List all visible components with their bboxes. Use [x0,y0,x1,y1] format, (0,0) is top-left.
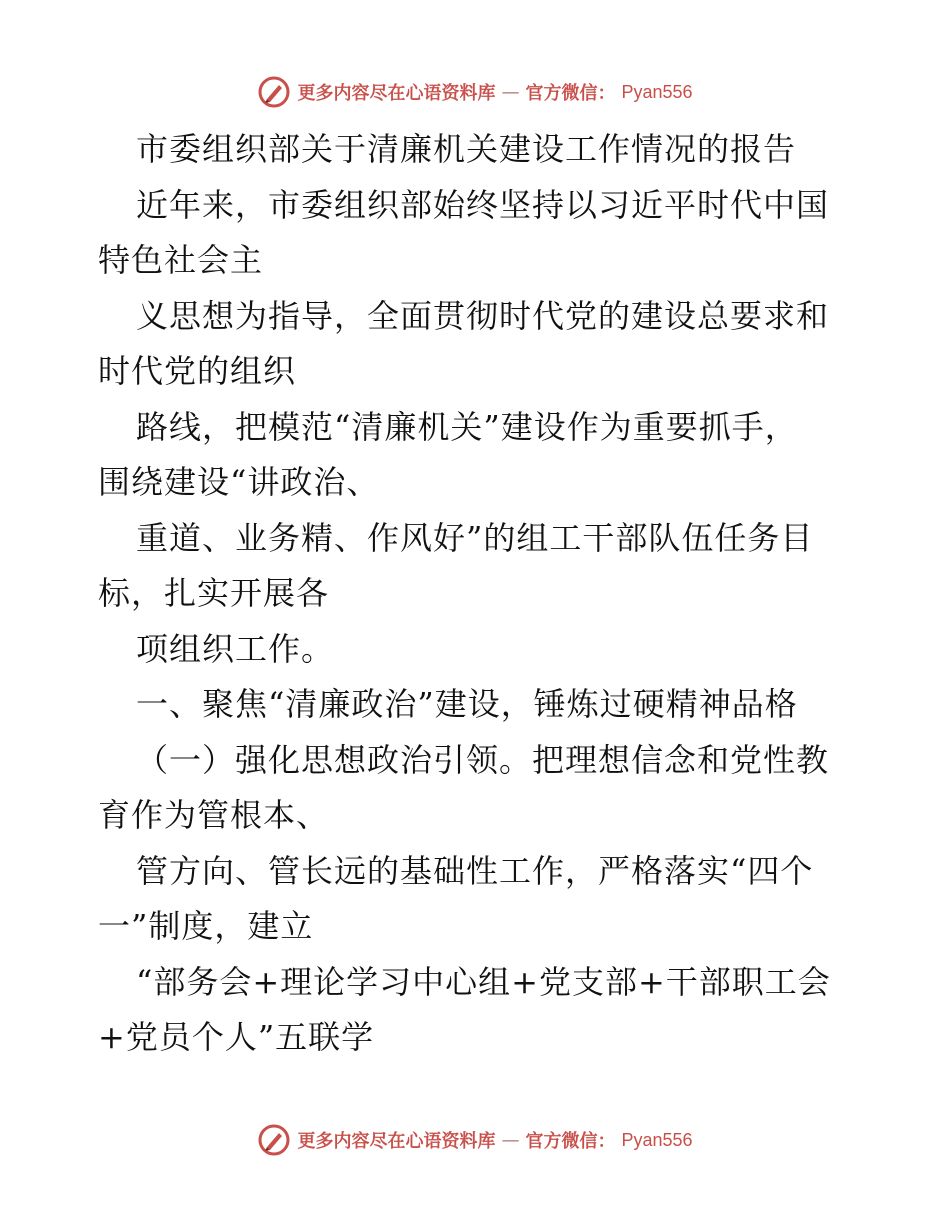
paragraph-line: 特色社会主 [98,241,264,279]
pen-logo-icon [257,1123,291,1157]
watermark-id: Pyan556 [621,81,693,102]
paragraph-line: 一”制度，建立 [98,907,314,945]
pen-logo-icon [257,75,291,109]
paragraph-line: 围绕建设“讲政治、 [98,463,380,501]
watermark-id: Pyan556 [621,1129,693,1150]
watermark-brand: 更多内容尽在心语资料库 [297,1131,496,1152]
subsection-heading: （一）强化思想政治引领。把理想信念和党性教 [136,740,830,779]
document-body [98,122,858,1066]
paragraph-line: 项组织工作。 [136,629,335,668]
watermark-footer [0,1118,950,1162]
paragraph-line: 标，扎实开展各 [98,574,330,612]
paragraph-line: “部务会+理论学习中心组+党支部+干部职工会 [136,962,831,1001]
paragraph-line: 时代党的组织 [98,352,297,390]
watermark-separator: — [501,81,520,103]
watermark-header [0,70,950,114]
document-title: 市委组织部关于清廉机关建设工作情况的报告 [136,130,797,168]
paragraph-line: 义思想为指导，全面贯彻时代党的建设总要求和 [136,296,830,335]
watermark-brand: 更多内容尽在心语资料库 [297,83,496,104]
paragraph-line: 路线，把模范“清廉机关”建设作为重要抓手， [136,407,798,446]
watermark-contact-label: 官方微信： [525,1131,616,1152]
paragraph-line: +党员个人”五联学 [98,1018,375,1056]
paragraph-line: 重道、业务精、作风好”的组工干部队伍任务目 [136,518,814,557]
paragraph-line: 近年来，市委组织部始终坚持以习近平时代中国 [136,185,830,224]
section-heading: 一、聚焦“清廉政治”建设，锤炼过硬精神品格 [136,685,798,723]
watermark-separator: — [501,1129,520,1151]
paragraph-line: 育作为管根本、 [98,796,330,834]
paragraph-line: 管方向、管长远的基础性工作，严格落实“四个 [136,851,814,890]
watermark-contact-label: 官方微信： [525,83,616,104]
